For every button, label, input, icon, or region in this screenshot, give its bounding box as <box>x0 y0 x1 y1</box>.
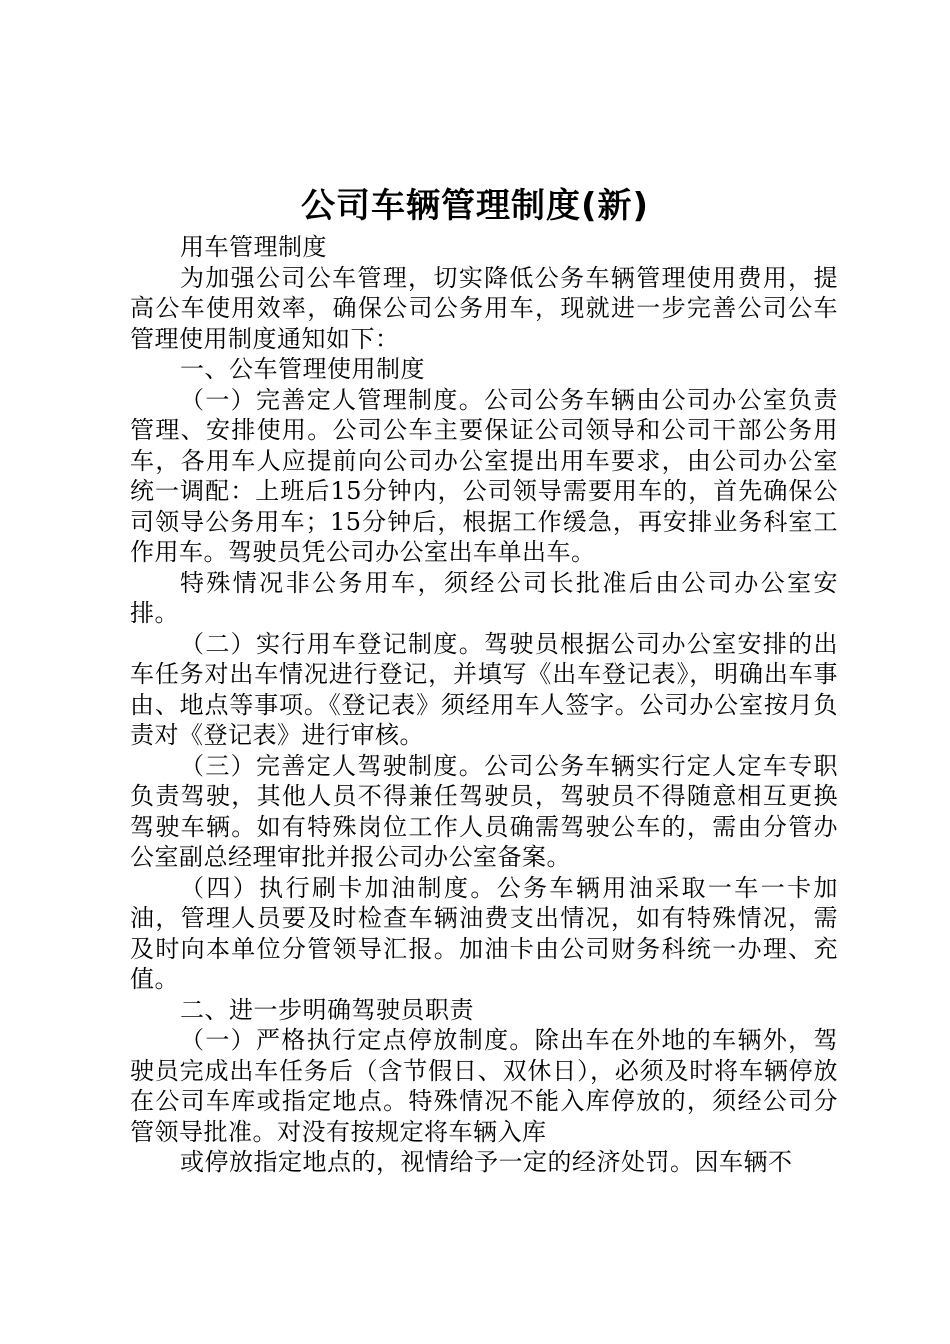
intro-paragraph: 为加强公司公车管理，切实降低公务车辆管理使用费用，提高公车使用效率，确保公司公务用车，现就进一步完善公司公车管理使用制度通知如下： <box>130 263 838 353</box>
document-body <box>130 232 838 1178</box>
section-subtitle: 用车管理制度 <box>180 233 327 261</box>
paragraph-item-1-4: （四）执行刷卡加油制度。公务车辆用油采取一车一卡加油，管理人员要及时检查车辆油费支出情况，如有特殊情况，需及时向本单位分管领导汇报。加油卡由公司财务科统一办理、充值。 <box>130 873 838 993</box>
paragraph-item-1-1: （一）完善定人管理制度。公司公务车辆由公司办公室负责管理、安排使用。公司公车主要保证公司领导和公司干部公务用车，各用车人应提前向公司办公室提出用车要求，由公司办公室统一调配：上班后15分钟内，公司领导需要用车的，首先确保公司领导公务用车；15分钟后，根据工作缓急，再安排业务科室工作用车。驾驶员凭公司办公室出车单出车。 <box>130 385 838 566</box>
paragraph-item-1-3: （三）完善定人驾驶制度。公司公务车辆实行定人定车专职负责驾驶，其他人员不得兼任驾驶员，驾驶员不得随意相互更换驾驶车辆。如有特殊岗位工作人员确需驾驶公车的，需由分管办公室副总经理审批并报公司办公室备案。 <box>130 751 838 871</box>
paragraph-item-1-2: （二）实行用车登记制度。驾驶员根据公司办公室安排的出车任务对出车情况进行登记，并填写《出车登记表》，明确出车事由、地点等事项。《登记表》须经用车人签字。公司办公室按月负责对《登记表》进行审核。 <box>130 629 838 749</box>
paragraph-continuation: 或停放指定地点的，视情给予一定的经济处罚。因车辆不 <box>180 1148 793 1176</box>
section-heading-1: 一、公车管理使用制度 <box>180 355 425 383</box>
paragraph-item-2-1: （一）严格执行定点停放制度。除出车在外地的车辆外，驾驶员完成出车任务后（含节假日、双休日），必须及时将车辆停放在公司车库或指定地点。特殊情况不能入库停放的，须经公司分管领导批准。对没有按规定将车辆入库 <box>130 1026 838 1146</box>
document-title: 公司车辆管理制度(新) <box>300 186 650 226</box>
section-heading-2: 二、进一步明确驾驶员职责 <box>180 995 474 1024</box>
paragraph-special-case: 特殊情况非公务用车，须经公司长批准后由公司办公室安排。 <box>130 568 838 627</box>
